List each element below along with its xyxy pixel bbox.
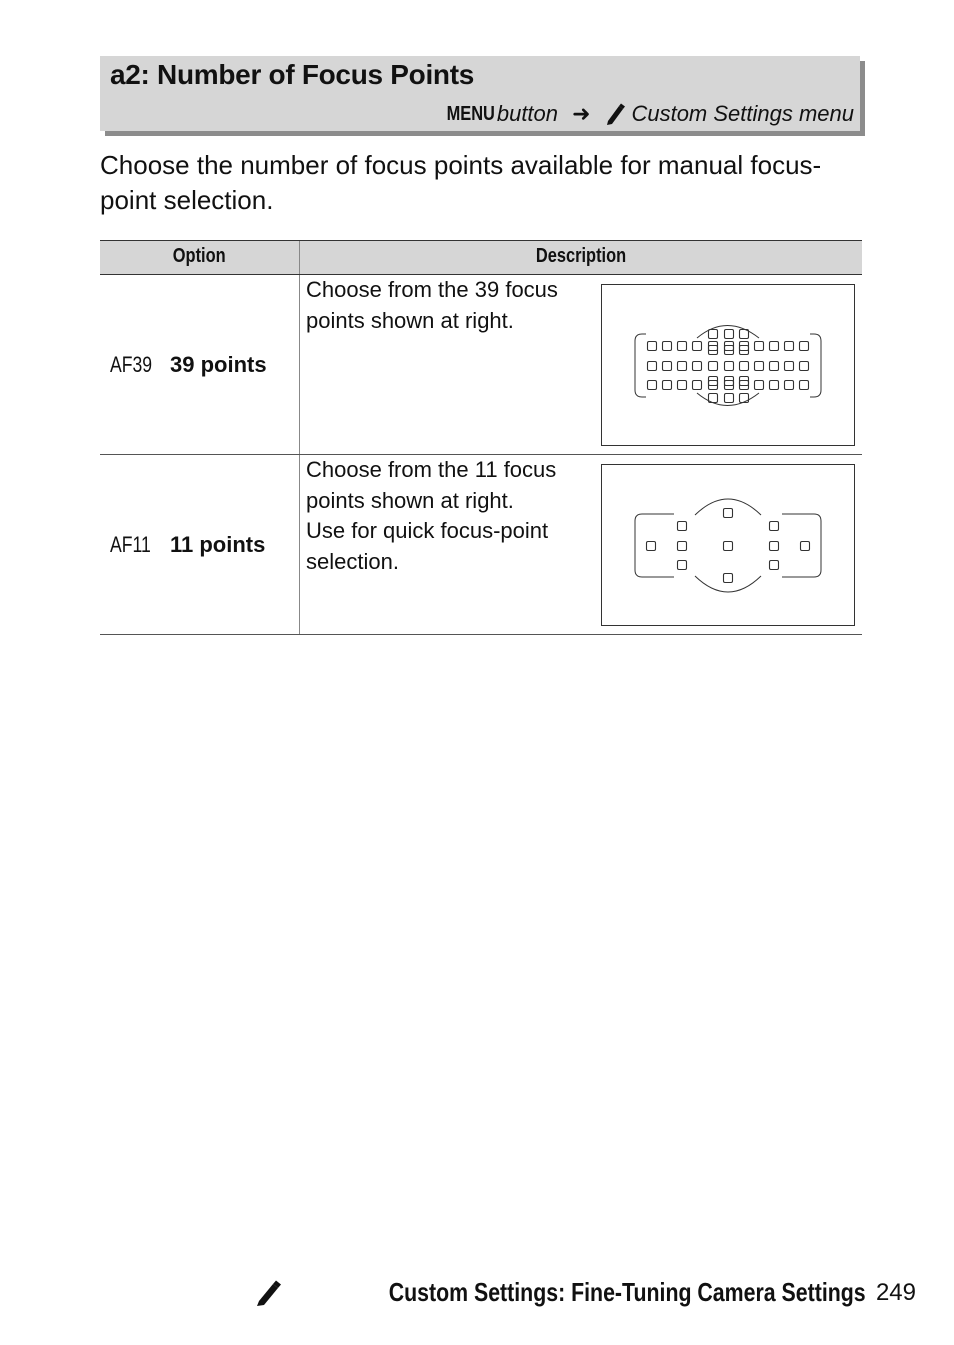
focus-point: [724, 574, 733, 583]
focus-point: [770, 522, 779, 531]
focus-point: [663, 342, 672, 351]
button-word: button: [496, 101, 559, 126]
frame-arc-top: [697, 326, 759, 339]
focus-points-39-diagram: [601, 284, 855, 446]
focus-point: [648, 342, 657, 351]
focus-point: [678, 542, 687, 551]
custom-settings-menu-label: Custom Settings menu: [631, 101, 854, 126]
focus-point: [755, 362, 764, 371]
focus-point: [709, 330, 718, 339]
focus-point: [693, 381, 702, 390]
option-label: 11 points: [170, 531, 266, 557]
focus-point: [755, 381, 764, 390]
focus-point: [785, 362, 794, 371]
option-label: 39 points: [170, 351, 267, 377]
af39-code: AF39: [110, 351, 153, 377]
page-number: 249: [875, 1278, 916, 1306]
column-header-option: Option: [173, 245, 226, 267]
focus-point: [648, 381, 657, 390]
focus-point: [648, 362, 657, 371]
table-header: [100, 241, 862, 275]
focus-point: [709, 362, 718, 371]
options-table: [100, 240, 862, 635]
frame-bracket-left: [635, 514, 674, 577]
frame-arc-bottom: [695, 576, 761, 592]
pencil-icon: [604, 102, 626, 126]
focus-point: [663, 381, 672, 390]
frame-arc-bottom: [697, 393, 759, 406]
section-header: [100, 56, 860, 131]
column-header-description: Description: [299, 241, 862, 274]
focus-point: [800, 381, 809, 390]
focus-point: [800, 362, 809, 371]
focus-point: [678, 561, 687, 570]
focus-point: [678, 362, 687, 371]
frame-bracket-right: [782, 514, 821, 577]
frame-arc-top: [695, 499, 761, 515]
focus-point: [770, 561, 779, 570]
focus-points-11-diagram: [601, 464, 855, 626]
focus-point: [740, 362, 749, 371]
focus-point: [725, 394, 734, 403]
focus-point: [770, 381, 779, 390]
focus-point: [755, 342, 764, 351]
menu-key-label: MENU: [446, 102, 495, 125]
description-text: Choose from the 39 focus points shown at right.: [306, 277, 558, 333]
pencil-icon: [254, 1279, 284, 1307]
description-text: Choose from the 11 focus points shown at right. Use for quick focus-point selection.: [306, 457, 557, 574]
focus-point: [678, 381, 687, 390]
focus-point: [785, 342, 794, 351]
focus-point: [770, 362, 779, 371]
focus-point: [724, 509, 733, 518]
description-cell: [299, 455, 862, 634]
breadcrumb: [436, 101, 854, 127]
table-row: [100, 275, 862, 455]
frame-bracket-right: [810, 334, 821, 397]
table-row: [100, 455, 862, 635]
focus-point: [801, 542, 810, 551]
page-footer: [254, 1277, 916, 1308]
af11-code: AF11: [110, 531, 151, 557]
frame-bracket-left: [635, 334, 646, 397]
focus-point: [663, 362, 672, 371]
focus-point: [725, 362, 734, 371]
page-title: a2: Number of Focus Points: [110, 59, 475, 90]
focus-point: [800, 342, 809, 351]
focus-point: [678, 342, 687, 351]
intro-paragraph: Choose the number of focus points available for manual focus-point selection.: [100, 150, 822, 215]
description-cell: [299, 275, 862, 454]
focus-point: [647, 542, 656, 551]
option-cell: [100, 275, 299, 454]
focus-point: [725, 330, 734, 339]
focus-point: [693, 342, 702, 351]
focus-point: [740, 394, 749, 403]
focus-point: [693, 362, 702, 371]
option-cell: [100, 455, 299, 634]
footer-section-title: Custom Settings: Fine-Tuning Camera Settings: [388, 1277, 866, 1307]
focus-point: [724, 542, 733, 551]
focus-point: [785, 381, 794, 390]
focus-point: [770, 342, 779, 351]
focus-point: [678, 522, 687, 531]
focus-point: [770, 542, 779, 551]
arrow-icon: ➜: [572, 101, 591, 126]
